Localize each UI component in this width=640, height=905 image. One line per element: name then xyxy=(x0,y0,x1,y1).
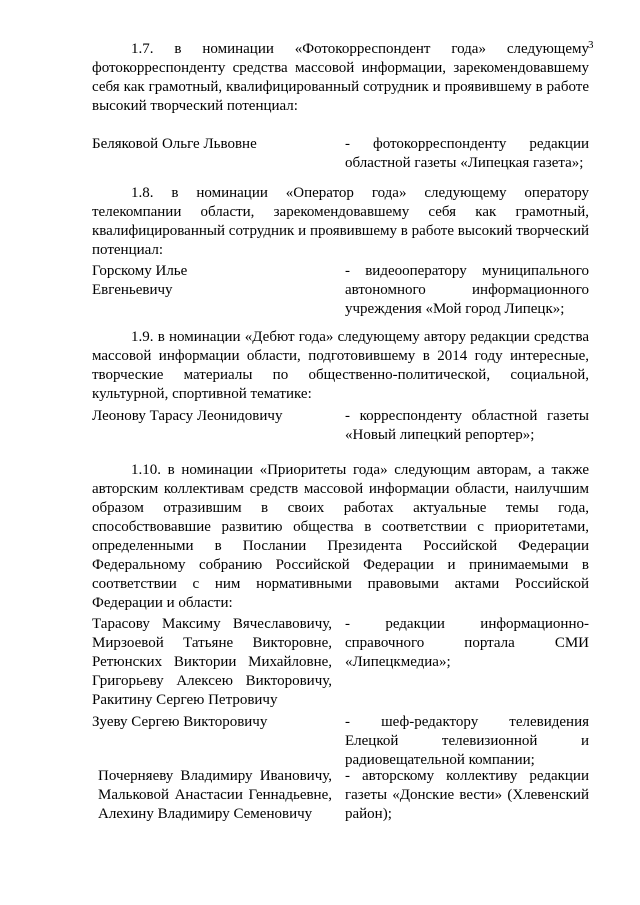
recipient-description: - авторскому коллективу редакции газеты «Донские вести» (Хлевенский район); xyxy=(345,768,589,822)
recipient-description: - корреспонденту областной газеты «Новый липецкий репортер»; xyxy=(345,408,589,443)
recipient-description: - редакции информационно-справочного портала СМИ «Липецкмедиа»; xyxy=(345,616,589,670)
nomination-1-9-paragraph: 1.9. в номинации «Дебют года» следующему автору редакции средства массовой информации области, подготовившему в 2014 году интересные, творческие материалы по общественно-политической, социальной, культурной, спортивной тематике: xyxy=(92,329,589,402)
nomination-1-10-paragraph: 1.10. в номинации «Приоритеты года» следующим авторам, а также авторским коллективам средств массовой информации области, наилучшим образом отразившим в своих работах актуальные темы года, способствовавшие развитию общества в соответствии с приоритетами, определенными в Послании Президента Российской Федерации Федеральному собранию Российской Федерации и принимаемыми в соответствии с ним нормативными правовыми актами Российской Федерации и области: xyxy=(92,462,589,611)
nomination-1-8-paragraph: 1.8. в номинации «Оператор года» следующему оператору телекомпании области, зарекомендовавшему себя как грамотный, квалифицированный сотрудник и проявившему в работе высокий творческий потенциал: xyxy=(92,185,589,258)
recipient-description: - фотокорреспонденту редакции областной газеты «Липецкая газета»; xyxy=(345,136,589,171)
recipient-name: Беляковой Ольге Львовне xyxy=(92,136,257,152)
recipient-name: Почерняеву Владимиру Ивановичу, Мальковой Анастасии Геннадьевне, Алехину Владимиру Семеновичу xyxy=(98,768,332,822)
recipient-name: Тарасову Максиму Вячеславовичу, Мирзоевой Татьяне Викторовне, Ретюнских Виктории Михайловне, Григорьеву Алексею Викторовичу, Ракитину Сергею Петровичу xyxy=(92,616,332,708)
recipient-name: Зуеву Сергею Викторовичу xyxy=(92,714,268,730)
recipient-description: - видеооператору муниципального автономного информационного учреждения «Мой город Липецк»; xyxy=(345,263,589,317)
nomination-1-7-paragraph: 1.7. в номинации «Фотокорреспондент года» следующему фотокорреспонденту средства массовой информации, зарекомендовавшему себя как грамотный, квалифицированный сотрудник и проявившему в работе высокий творческий потенциал: xyxy=(92,41,589,114)
recipient-description: - шеф-редактору телевидения Елецкой телевизионной и радиовещательной компании; xyxy=(345,714,589,768)
page-number: 3 xyxy=(588,39,594,51)
recipient-name: Горскому Илье Евгеньевичу xyxy=(92,263,188,298)
recipient-name: Леонову Тарасу Леонидовичу xyxy=(92,408,283,424)
